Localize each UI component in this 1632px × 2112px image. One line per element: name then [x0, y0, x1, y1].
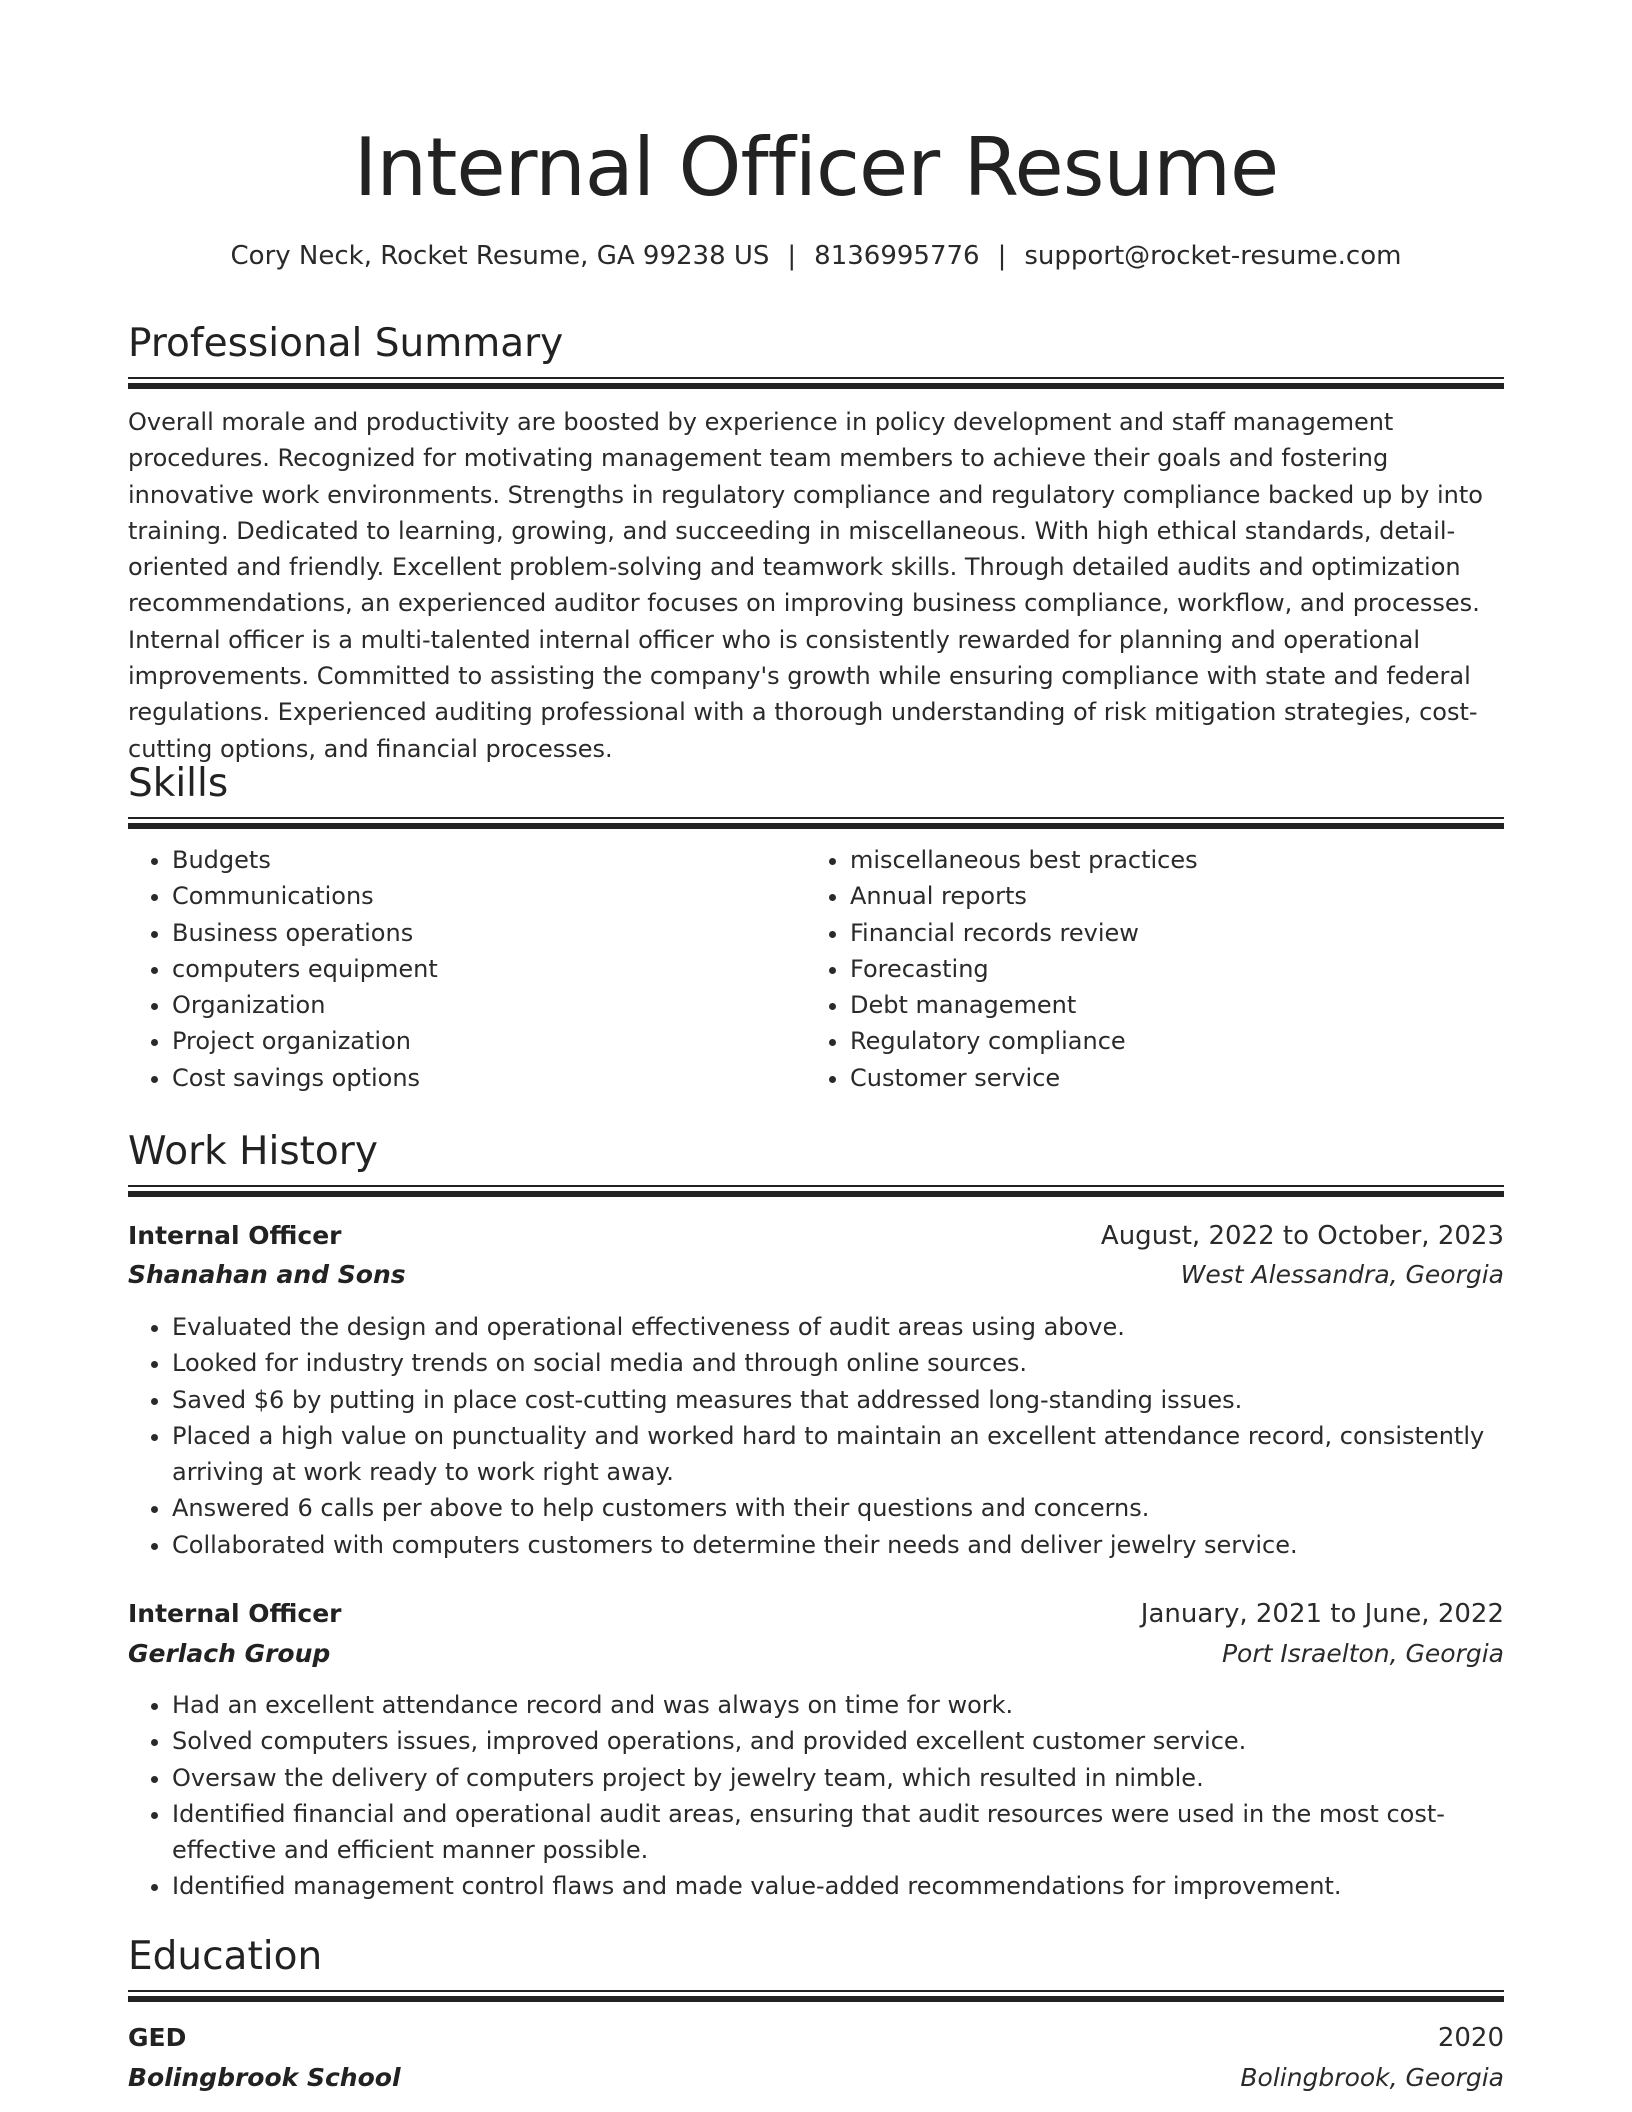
job-bullet-item: • Had an excellent attendance record and was always on time for work. — [172, 1687, 1504, 1723]
education-section — [128, 1932, 1504, 2092]
job-bullet-item: • Solved computers issues, improved operations, and provided excellent customer service. — [172, 1723, 1504, 1759]
job-dates: January, 2021 to June, 2022 — [1140, 1599, 1504, 1629]
job-bullet-item: • Identified management control flaws and made value-added recommendations for improvement. — [172, 1868, 1504, 1904]
education-header-row — [128, 2019, 1504, 2057]
skill-item: • Debt management — [850, 987, 1486, 1023]
section-rule-thin — [128, 377, 1504, 379]
skill-item: • Communications — [172, 878, 808, 914]
education-year: 2020 — [1437, 2023, 1504, 2053]
job-company-row — [128, 1256, 1504, 1294]
work-heading: Work History — [128, 1129, 378, 1174]
skill-item: • Budgets — [172, 842, 808, 878]
contact-separator: | — [997, 241, 1007, 271]
skills-list-left — [128, 842, 808, 1096]
skill-item: • Annual reports — [850, 878, 1486, 914]
contact-line — [128, 238, 1504, 274]
job-bullets — [128, 1687, 1504, 1905]
skill-item: • Forecasting — [850, 951, 1486, 987]
job-bullet-list — [128, 1687, 1504, 1905]
education-degree: GED — [128, 2023, 187, 2052]
education-school: Bolingbrook School — [128, 2063, 401, 2092]
skill-item: • Project organization — [172, 1023, 808, 1059]
section-rule-thin — [128, 1990, 1504, 1992]
job-bullet-list — [128, 1309, 1504, 1563]
education-school-row — [128, 2059, 1504, 2097]
skills-column-right — [806, 842, 1486, 1096]
summary-text: Overall morale and productivity are boosted by experience in policy development and staff management procedures. Recognized for motivating management team members to achieve their goals and fostering innovative work environments. Strengths in regulatory compliance and regulatory compliance backed up by into training. Dedicated to learning, growing, and succeeding in miscellaneous. With high ethical standards, detail-oriented and friendly. Excellent problem-solving and teamwork skills. Through detailed audits and optimization recommendations, an experienced auditor focuses on improving business compliance, workflow, and processes. Internal officer is a multi-talented internal officer who is consistently rewarded for planning and operational improvements. Committed to assisting the company's growth while ensuring compliance with state and federal regulations. Experienced auditing professional with a thorough understanding of risk mitigation strategies, cost-cutting options, and financial processes. — [128, 408, 1483, 763]
skills-list-right — [806, 842, 1486, 1096]
summary-heading: Professional Summary — [128, 321, 564, 366]
job-title: Internal Officer — [128, 1599, 342, 1628]
education-location: Bolingbrook, Georgia — [1240, 2063, 1504, 2092]
skill-item: • Customer service — [850, 1060, 1486, 1096]
job-bullet-item: • Saved $6 by putting in place cost-cutting measures that addressed long-standing issues. — [172, 1382, 1504, 1418]
skill-item: • Regulatory compliance — [850, 1023, 1486, 1059]
contact-separator: | — [787, 241, 797, 271]
job-header-row — [128, 1595, 1504, 1633]
skills-heading: Skills — [128, 761, 229, 806]
job-header-row — [128, 1217, 1504, 1255]
section-rule-thin — [128, 1185, 1504, 1187]
resume-title: Internal Officer Resume — [353, 121, 1279, 214]
skills-column-left — [128, 842, 808, 1096]
job-bullet-item: • Collaborated with computers customers to determine their needs and deliver jewelry service. — [172, 1527, 1504, 1563]
skill-item: • miscellaneous best practices — [850, 842, 1486, 878]
work-section — [128, 1127, 1504, 1901]
job-bullet-item: • Evaluated the design and operational effectiveness of audit areas using above. — [172, 1309, 1504, 1345]
skill-item: • computers equipment — [172, 951, 808, 987]
section-rule-thick — [128, 823, 1504, 829]
job-dates: August, 2022 to October, 2023 — [1100, 1221, 1504, 1251]
job-company: Shanahan and Sons — [128, 1260, 406, 1289]
contact-address: Cory Neck, Rocket Resume, GA 99238 US — [230, 241, 770, 271]
summary-section — [128, 319, 1504, 763]
section-rule-thick — [128, 1996, 1504, 2002]
job-location: West Alessandra, Georgia — [1180, 1260, 1504, 1289]
section-rule-thin — [128, 817, 1504, 819]
job-company: Gerlach Group — [128, 1639, 331, 1668]
job-company-row — [128, 1635, 1504, 1673]
contact-phone: 8136995776 — [814, 241, 980, 271]
job-location: Port Israelton, Georgia — [1221, 1639, 1504, 1668]
education-heading: Education — [128, 1934, 323, 1979]
job-bullet-item: • Identified financial and operational audit areas, ensuring that audit resources were used in the most cost-effective and efficient manner possible. — [172, 1796, 1504, 1869]
job-bullet-item: • Placed a high value on punctuality and worked hard to maintain an excellent attendance record, consistently arriving at work ready to work right away. — [172, 1418, 1504, 1491]
section-rule-thick — [128, 383, 1504, 389]
job-bullet-item: • Answered 6 calls per above to help customers with their questions and concerns. — [172, 1490, 1504, 1526]
skill-item: • Business operations — [172, 915, 808, 951]
job-bullet-item: • Oversaw the delivery of computers project by jewelry team, which resulted in nimble. — [172, 1760, 1504, 1796]
skill-item: • Organization — [172, 987, 808, 1023]
job-title: Internal Officer — [128, 1221, 342, 1250]
skill-item: • Cost savings options — [172, 1060, 808, 1096]
job-bullets — [128, 1309, 1504, 1563]
skill-item: • Financial records review — [850, 915, 1486, 951]
job-bullet-item: • Looked for industry trends on social media and through online sources. — [172, 1345, 1504, 1381]
skills-section — [128, 759, 1504, 1092]
section-rule-thick — [128, 1191, 1504, 1197]
contact-email: support@rocket-resume.com — [1024, 241, 1402, 271]
